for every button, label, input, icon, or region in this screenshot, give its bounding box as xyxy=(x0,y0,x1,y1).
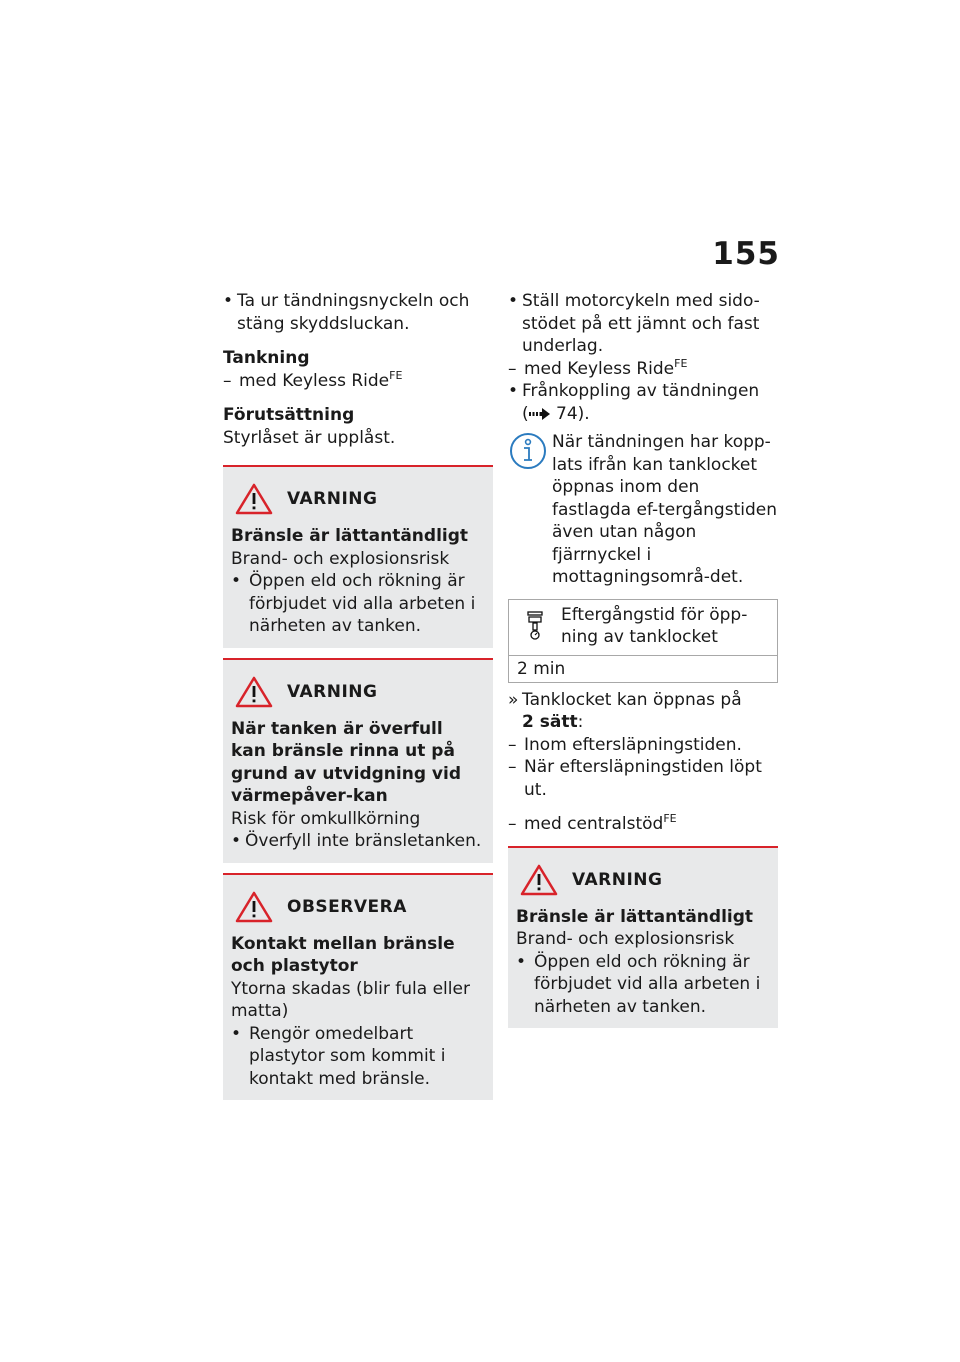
warning-bullet: • Öppen eld och rökning är förbjudet vid alla arbeten i närheten av tanken. xyxy=(516,951,768,1019)
fe-superscript: FE xyxy=(674,356,688,370)
page-reference-arrow-icon xyxy=(529,408,551,420)
heading-tankning: Tankning xyxy=(223,348,310,368)
variant-keyless: – med Keyless Ride$^{FE}$ xyxy=(508,358,778,381)
notice-subtitle: Ytorna skadas (blir fula eller matta) xyxy=(231,978,470,1021)
warning-label: VARNING xyxy=(287,681,378,702)
warning-label: VARNING xyxy=(287,489,378,509)
info-table xyxy=(508,599,778,683)
table-label: Eftergångstid för öpp-ning av tanklocket xyxy=(561,604,748,647)
notice-title: Kontakt mellan bränsle och plastytor xyxy=(231,933,455,976)
page-number: 155 xyxy=(712,236,780,272)
warning-triangle-icon xyxy=(235,891,273,923)
step-fuel-cap: » Tanklocket kan öppnas på 2 sätt: xyxy=(508,689,778,734)
warning-triangle-icon xyxy=(235,676,273,708)
warning-title: Bränsle är lättantändligt xyxy=(231,526,469,546)
warning-title: När tanken är överfull kan bränsle rinna ut på grund av utvidgning vid värmepåver-kan xyxy=(231,718,461,806)
warning-box-overfill xyxy=(223,658,493,863)
warning-box-flammable xyxy=(223,465,493,648)
warning-box-flammable-right xyxy=(508,846,778,1029)
instruction-ignition-off: • Frånkoppling av tändningen ( 74). xyxy=(508,380,778,425)
right-column xyxy=(508,290,778,1028)
warning-subtitle: Risk för omkullkörning xyxy=(231,808,421,829)
variant-keyless: – med Keyless Ride$^{FE}$ xyxy=(223,370,493,393)
instruction-park-sidestand: • Ställ motorcykeln med sido-stödet på ett jämnt och fast underlag. xyxy=(508,290,778,358)
warning-bullet: • Överfyll inte bränsletanken. xyxy=(231,830,483,853)
prerequisite-text: Styrlåset är upplåst. xyxy=(223,427,396,448)
option-after-time: – När eftersläpningstiden löpt ut. xyxy=(508,756,778,801)
warning-triangle-icon xyxy=(520,864,558,896)
heading-prerequisite: Förutsättning xyxy=(223,405,355,425)
option-within-time: – Inom eftersläpningstiden. xyxy=(508,734,778,757)
fe-superscript: FE xyxy=(663,812,677,825)
notice-label: OBSERVERA xyxy=(287,896,407,917)
info-note xyxy=(508,431,778,589)
notice-box-plastic xyxy=(223,873,493,1101)
variant-centerstand: – med centralstöd$^{FE}$ xyxy=(508,813,778,836)
timer-icon xyxy=(525,610,545,640)
info-icon xyxy=(508,431,548,471)
warning-subtitle: Brand- och explosionsrisk xyxy=(516,929,735,949)
notice-bullet: • Rengör omedelbart plastytor som kommit i kontakt med bränsle. xyxy=(231,1023,483,1091)
warning-title: Bränsle är lättantändligt xyxy=(516,906,754,927)
info-text: När tändningen har kopp-lats ifrån kan tanklocket öppnas inom den fastlagda ef-tergångstiden även utan någon fjärrnyckel i mottagningsområ-det. xyxy=(552,432,777,587)
left-column xyxy=(223,290,493,1100)
warning-subtitle: Brand- och explosionsrisk xyxy=(231,548,450,569)
instruction-remove-key: • Ta ur tändningsnyckeln och stäng skyddsluckan. xyxy=(223,290,493,335)
warning-bullet: • Öppen eld och rökning är förbjudet vid alla arbeten i närheten av tanken. xyxy=(231,570,483,638)
fe-superscript: FE xyxy=(389,368,403,382)
warning-label: VARNING xyxy=(572,869,663,890)
table-value: 2 min xyxy=(517,658,566,679)
warning-triangle-icon xyxy=(235,483,273,515)
